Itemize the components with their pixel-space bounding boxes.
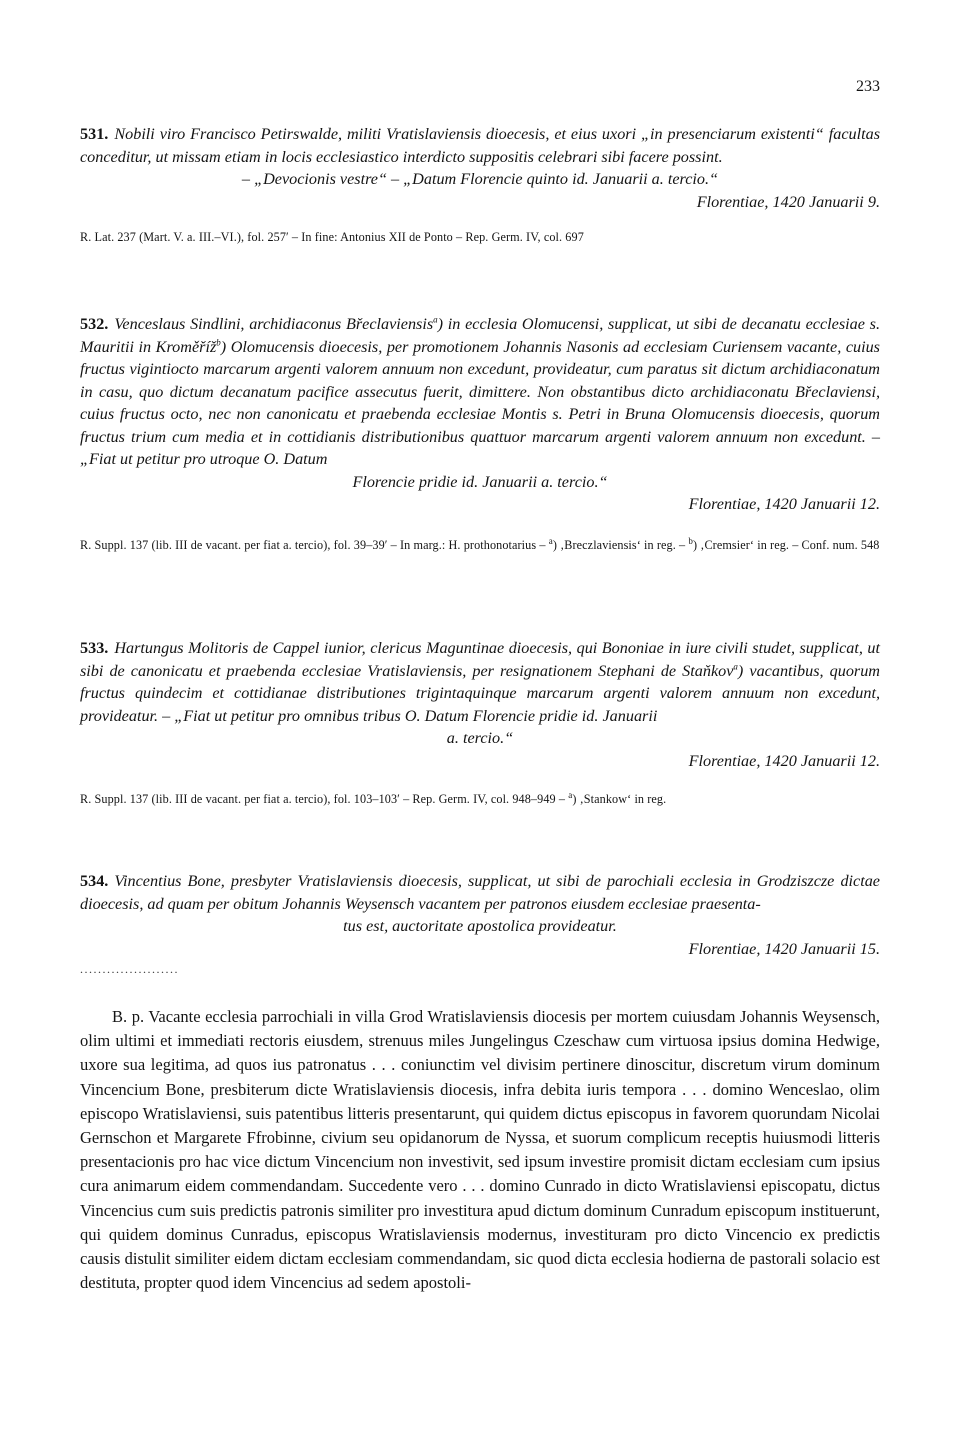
entry-text: ) Olomucensis dioecesis, per promotionem Johannis Nasonis ad ecclesiam Curiensem vacante, cuius fructus vigintiocto marcarum argenti valorem annuum non excedunt, provideatur, cum paratus sit dictum archidiaconatum in casu, quo dictum decanatum pacifice assecutus fuerit, dimittere. Non obstantibus dicto archidiaconatu Břeclaviensi, cuius fructus octo, nec non canonicatu et praebenda ecclesiae Montis s. Petri in Bruna Olomucensis dioecesis, quorum fructus trium cum media et in cottidianis distributionibus quattuor marcarum argenti valorem annuum non excedunt. – „Fiat ut petitur pro utroque O. Datum (80, 337, 880, 468)
entry-number: 532. (80, 315, 109, 333)
entry-533 (80, 637, 880, 809)
page-number: 233 (856, 78, 880, 95)
footnote-marker: a (568, 789, 573, 800)
entry-number: 531. (80, 125, 109, 143)
entry-heading (80, 870, 880, 938)
footnote-marker: a (433, 314, 438, 325)
entry-text-center: tus est, auctoritate apostolica provideatur. (343, 917, 617, 935)
entry-text-center: Florencie pridie id. Januarii a. tercio.“ (352, 472, 608, 491)
entry-text: ) vacantibus, quorum fructus quindecim et cottidianae distributiones trigintaquinque marcarum argenti valorem annuum non excedunt, provideatur. – „Fiat ut petitur pro omnibus tribus O. Datum Florencie pridie id. Januarii (80, 661, 880, 725)
entry-text: ) in ecclesia Olomucensi, supplicat, ut sibi de decanatu ecclesiae s. Mauritii in Kroměříž (80, 315, 880, 356)
entry-heading (80, 637, 880, 750)
source-text: ) ‚Stankow‘ in reg. (572, 792, 667, 806)
entry-text-center: – „Devocionis vestre“ – „Datum Florencie quinto id. Januarii a. tercio.“ (241, 170, 719, 188)
entry-source (80, 536, 880, 555)
footnote-marker: a (548, 535, 553, 546)
entry-text: Hartungus Molitoris de Cappel iunior, clericus Maguntinae dioecesis, qui Bononiae in iure civili studet, supplicat, ut sibi de canonicatu et praebenda ecclesiae Vratislaviensis, per resignationem Stephani de Staňkov (80, 639, 880, 680)
separator-dots: ...................... (80, 962, 179, 976)
entry-number: 533. (80, 639, 109, 657)
entry-text: Venceslaus Sindlini, archidiaconus Břeclaviensis (114, 315, 434, 333)
entry-text: Vincentius Bone, presbyter Vratislaviensis dioecesis, supplicat, ut sibi de parochiali ecclesia in Grodziszcze dictae dioecesis, ad quam per obitum Johannis Weysensch vacantem per patronos eiusdem ecclesiae praesenta- (80, 872, 880, 913)
entry-date: Florentiae, 1420 Januarii 12. (688, 751, 880, 770)
entry-heading (80, 313, 880, 493)
source-text: ) ‚Breczlaviensis‘ in reg. – (552, 537, 689, 552)
entry-source (80, 790, 880, 809)
entry-534 (80, 870, 880, 960)
entry-532 (80, 313, 880, 555)
entry-source: R. Lat. 237 (Mart. V. a. III.–VI.), fol. 257′ – In fine: Antonius XII de Ponto – Rep. Germ. IV, col. 697 (80, 230, 584, 244)
entry-heading (80, 123, 880, 191)
source-text: R. Suppl. 137 (lib. III de vacant. per fiat a. tercio), fol. 39–39′ – In marg.: H. prothonotarius – (80, 537, 549, 552)
entry-date: Florentiae, 1420 Januarii 15. (688, 939, 880, 958)
source-text: R. Suppl. 137 (lib. III de vacant. per fiat a. tercio), fol. 103–103′ – Rep. Germ. IV, col. 948–949 – (80, 792, 569, 806)
entry-number: 534. (80, 872, 109, 890)
source-text: ) ‚Cremsier‘ in reg. – Conf. num. 548 (692, 537, 880, 552)
entry-date: Florentiae, 1420 Januarii 12. (688, 495, 880, 513)
footnote-marker: b (688, 535, 693, 546)
entry-531 (80, 123, 880, 247)
footnote-marker: a (733, 661, 738, 672)
entry-text: Nobili viro Francisco Petirswalde, militi Vratislaviensis dioecesis, et eius uxori „in presenciarum existenti“ facultas conceditur, ut missam etiam in locis ecclesiastico interdicto suppositis celebrari sibi facere possint. (80, 125, 880, 166)
footnote-marker: b (216, 337, 221, 348)
body-text: B. p. Vacante ecclesia parrochiali in villa Grod Wratislaviensis diocesis per mortem cuiusdam Johannis Weysensch, olim ultimi et immediati rectoris eiusdem, strenuus miles Jungelingus Czeschaw cum virtuosa ipsius domina Hedwige, uxore sua legitima, ad quos ius patronatus . . . coniunctim vel divisim pertinere dinoscitur, discretum virum dominum Vincencium Bone, presbiterum dicte Wratislaviensis diocesis, infra debita iuris tempora . . . domino Wenceslao, olim episcopo Wratislaviensi, suis patentibus litteris presentarunt, qui quidem dictus episcopus in favorem quorundam Nicolai Gernschon et Margarete Ffrobinne, civium seu opidanorum de Nyssa, et suorum complicum receptis huiusmodi litteris presentacionis pro hac vice dictum Vincencium non investivit, sed ipsum investire promisit dictam ecclesiam cum ipsius cura animarum eidem commendandam. Succedente vero . . . domino Cunrado in dicto Wratislaviensi episcopatu, dictus Vincencius cum suis predictis patronis similiter pro investitura apud dictum dominum Cunradum episcopum instituerunt, qui quidem dominus Cunradus, episcopus Wratislaviensis modernus, investituram pro dicto Vincencio ex predictis causis distulit similiter eidem dictam ecclesiam commendandam, sic quod dicta ecclesia hodierna de pastorali solacio est destituta, propter quod idem Vincencius ad sedem apostoli- (80, 1007, 880, 1293)
entry-date: Florentiae, 1420 Januarii 9. (696, 192, 880, 211)
entry-text-center: a. tercio.“ (446, 729, 514, 747)
